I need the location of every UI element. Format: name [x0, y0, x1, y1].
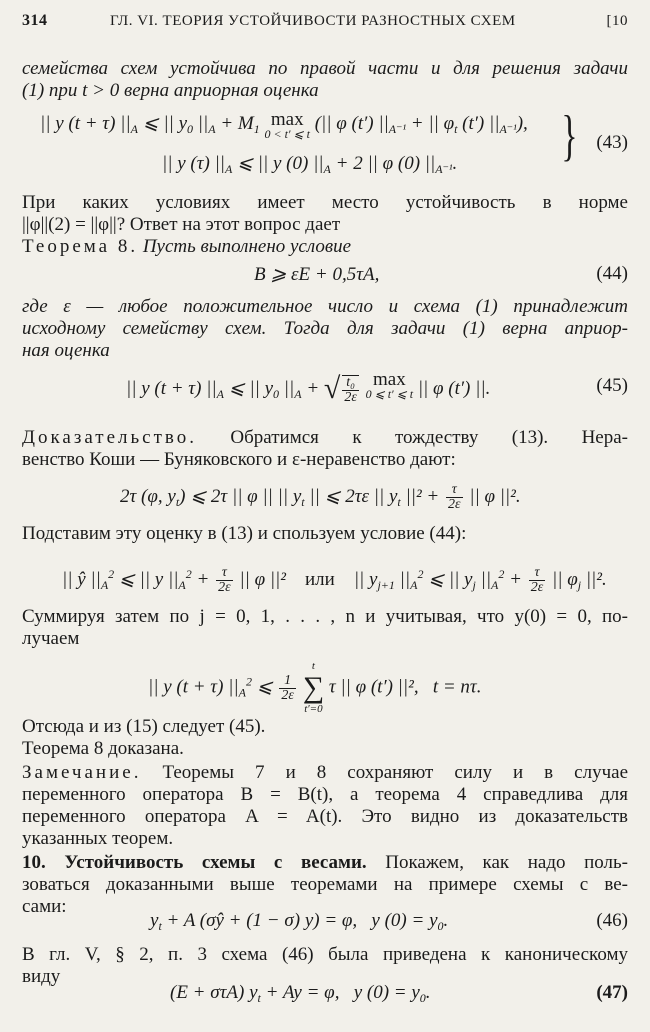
proof-heading: Доказательство. Обратимся к тождеству (13). Нера-	[22, 427, 628, 448]
right-brace: }	[561, 105, 578, 167]
equation-46: $y_t + A$ (σŷ + (1 − σ) y) = φ, y $(0) = y_0$.	[150, 910, 449, 933]
text-line: где ε — любое положительное число и схема (1) принадлежит	[22, 296, 628, 317]
chapter-title: ГЛ. VI. ТЕОРИЯ УСТОЙЧИВОСТИ РАЗНОСТНЫХ СХЕМ	[110, 13, 516, 29]
text-line: ная оценка	[22, 340, 110, 361]
equation-number-43: (43)	[596, 132, 628, 153]
remark-heading: Замечание. Теоремы 7 и 8 сохраняют силу и в случае	[22, 762, 629, 783]
text-line: Теорема 8 доказана.	[22, 738, 184, 759]
equation-cauchy: 2τ (φ, $y_t$) ⩽ 2τ || φ || || $y_t$ || ⩽ 2τε || $y_t$ ||² + $\frac{\tau}{2\varepsilon}$ || φ ||².	[120, 482, 521, 512]
text-line: Отсюда и из (15) следует (45).	[22, 716, 266, 737]
text-line: Суммируя затем по j = 0, 1, . . . , n и учитывая, что y(0) = 0, по-	[22, 606, 628, 627]
equation-43-first: || y (t + τ) $||_A$ ⩽ || $y_0$ $||_A + M_1$ max 0 < t′ ⩽ t (|| φ (t′) $||_{A^{-1}}$ + || $\varphi_t$ (t′) $||_{A^{-1}}$),	[40, 109, 528, 141]
equation-45: || y (t + τ) $||_A$ ⩽ || $y_0$ $||_A$ + √ $\frac{\text{t₀}}{2\varepsilon}$ max 0 ⩽ t′ ⩽ t || φ (t′) ||.	[126, 369, 491, 405]
text-line: венство Коши — Буняковского и ε-неравенство дают:	[22, 449, 456, 470]
text-line: переменного оператора A = A(t). Это видно из доказательств	[22, 806, 628, 827]
text-line: указанных теорем.	[22, 828, 174, 849]
equation-number-45: (45)	[596, 375, 628, 396]
book-page	[22, 0, 628, 1032]
text-line: При каких условиях имеет место устойчивость в норме	[22, 192, 628, 213]
text-line: переменного оператора B = B(t), а теорема 4 справедлива для	[22, 784, 628, 805]
text-line: зоваться доказанными выше теоремами на примере схемы с ве-	[22, 874, 628, 895]
text-line: (1) при t > 0 верна априорная оценка	[22, 80, 319, 101]
section-10-heading: 10. Устойчивость схемы с весами. Покажем, как надо поль-	[22, 852, 628, 873]
text-line: семейства схем устойчива по правой части и для решения задачи	[22, 58, 628, 79]
equation-number-44: (44)	[596, 263, 628, 284]
equation-number-46: (46)	[596, 910, 628, 931]
text-line: сами:	[22, 896, 67, 917]
page-number: 314	[22, 12, 48, 29]
equation-44: B ⩾ εE + 0,5τA,	[254, 264, 380, 285]
equation-43-second: || y (τ) $||_A$ ⩽ || y (0) $||_A + 2$ || φ (0) $||_{A^{-1}}$.	[162, 153, 458, 176]
equation-47: (E + στA) $y_t + Ay = \varphi$, y $(0) = y_0$.	[170, 982, 431, 1005]
text-line: В гл. V, § 2, п. 3 схема (46) была приведена к каноническому	[22, 944, 628, 965]
text-line: ||φ||(2) = ||φ||? Ответ на этот вопрос дает	[22, 214, 341, 235]
text-line: виду	[22, 966, 61, 987]
text-line: лучаем	[22, 628, 80, 649]
theorem-8-heading: Теорема 8. Пусть выполнено условие	[22, 236, 352, 257]
text-line: Подставим эту оценку в (13) и спользуем условие (44):	[22, 523, 467, 544]
text-line: исходному семейству схем. Тогда для задачи (1) верна априор-	[22, 318, 628, 339]
section-number: [10	[606, 13, 628, 29]
equation-sum: || y (t + τ) $||_A^2$ ⩽ $\frac{1}{2\varepsilon}$ t ∑ t′=0 τ || φ (t′) ||², t = nτ.	[148, 660, 482, 715]
equation-number-47: (47)	[596, 982, 628, 1003]
equation-estimate: || ŷ $||_A^2$ ⩽ || y $||_A^2$ + $\frac{\tau}{2\varepsilon}$ || φ ||² или || $y_{j+1}$ $||_A^2$ ⩽ || $y_j$ $||_A^2$ + $\frac{\tau}{2\varepsilon}$ || $\varphi_j$ ||².	[62, 565, 607, 595]
